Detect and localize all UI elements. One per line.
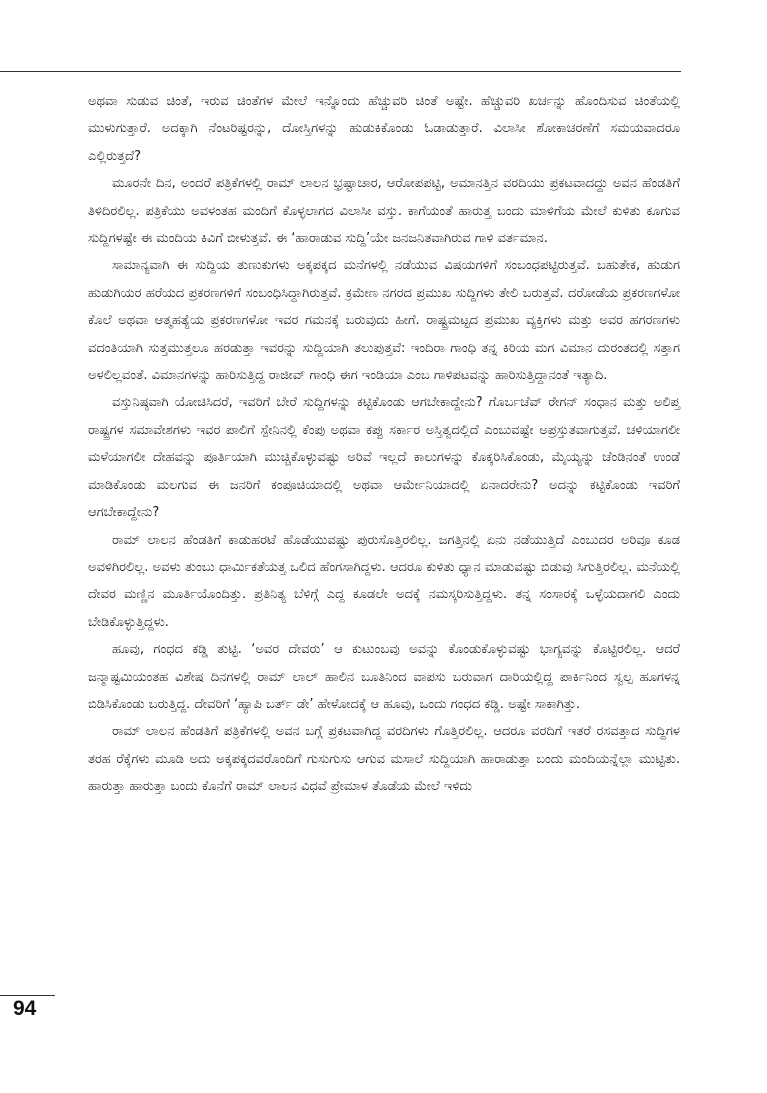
paragraph-7: ರಾಮ್ ಲಾಲನ ಹೆಂಡತಿಗೆ ಪತ್ರಿಕೆಗಳಲ್ಲಿ ಅವನ ಬಗ್ಗೆ ಪ್ರಕಟವಾಗಿದ್ದ ವರದಿಗಳು ಗೊತ್ತಿರಲಿಲ್ಲ. ಆದರೂ ವರದಿಗೆ ಇತರೆ ರಸವತ್ತಾದ ಸುದ್ದಿಗಳ ತರಹ ರೆಕ್ಕೆಗಳು ಮೂಡಿ ಅದು ಅಕ್ಕಪಕ್ಕದವರೊಂದಿಗೆ ಗುಸುಗುಸು ಆಗುವ ಮಸಾಲೆ ಸುದ್ದಿಯಾಗಿ ಹಾರಾಡುತ್ತಾ ಬಂದು ಮಂದಿಯನ್ನೆಲ್ಲಾ ಮುಟ್ಟಿತು. ಹಾರುತ್ತಾ ಹಾರುತ್ತಾ ಬಂದು ಕೊನೆಗೆ ರಾಮ್ ಲಾಲನ ವಿಧವೆ ಪ್ರೇಮಾಳ ತೊಡೆಯ ಮೇಲೆ ಇಳಿದು [88,724,680,795]
paragraph-5: ರಾಮ್ ಲಾಲನ ಹೆಂಡತಿಗೆ ಕಾಡುಹರಟೆ ಹೊಡೆಯುವಷ್ಟು ಪುರುಸೊತ್ತಿರಲಿಲ್ಲ. ಜಗತ್ತಿನಲ್ಲಿ ಏನು ನಡೆಯುತ್ತಿದೆ ಎಂಬುದರ ಅರಿವೂ ಕೂಡ ಅವಳಿಗಿರಲಿಲ್ಲ. ಅವಳು ತುಂಬು ಧಾರ್ಮಿಕತೆಯತ್ತ ಒಲಿದ ಹೆಂಗಸಾಗಿದ್ದಳು. ಆದರೂ ಕುಳಿತು ಧ್ಯಾನ ಮಾಡುವಷ್ಟು ಬಿಡುವು ಸಿಗುತ್ತಿರಲಿಲ್ಲ. ಮನೆಯಲ್ಲಿ ದೇವರ ಮಣ್ಣಿನ ಮೂರ್ತಿಯೊಂದಿತ್ತು. ಪ್ರತಿನಿತ್ಯ ಬೆಳಿಗ್ಗೆ ಎದ್ದ ಕೂಡಲೇ ಅದಕ್ಕೆ ನಮಸ್ಕರಿಸುತ್ತಿದ್ದಳು. ತನ್ನ ಸಂಸಾರಕ್ಕೆ ಒಳ್ಳೆಯದಾಗಲಿ ಎಂದು ಬೇಡಿಕೊಳ್ಳುತ್ತಿದ್ದಳು. [88,532,680,630]
paragraph-3: ಸಾಮಾನ್ಯವಾಗಿ ಈ ಸುದ್ದಿಯ ತುಣುಕುಗಳು ಅಕ್ಕಪಕ್ಕದ ಮನೆಗಳಲ್ಲಿ ನಡೆಯುವ ವಿಷಯಗಳಿಗೆ ಸಂಬಂಧಪಟ್ಟಿರುತ್ತವೆ. ಬಹುತೇಕ, ಹುಡುಗ ಹುಡುಗಿಯರ ಹರೆಯದ ಪ್ರಕರಣಗಳಿಗೆ ಸಂಬಂಧಿಸಿದ್ದಾಗಿರುತ್ತವೆ. ಕ್ರಮೇಣ ನಗರದ ಪ್ರಮುಖ ಸುದ್ದಿಗಳು ತೇಲಿ ಬರುತ್ತವೆ. ದರೋಡೆಯ ಪ್ರಕರಣಗಳೋ ಕೊಲೆ ಅಥವಾ ಆತ್ಮಹತ್ಯೆಯ ಪ್ರಕರಣಗಳೋ ಇವರ ಗಮನಕ್ಕೆ ಬರುವುದು ಹೀಗೆ. ರಾಷ್ಟ್ರಮಟ್ಟದ ಪ್ರಮುಖ ವ್ಯಕ್ತಿಗಳು ಮತ್ತು ಅವರ ಹಗರಣಗಳು ವದಂತಿಯಾಗಿ ಸುತ್ತಮುತ್ತಲೂ ಹರಡುತ್ತಾ ಇವರನ್ನು ಸುದ್ದಿಯಾಗಿ ತಲುಪುತ್ತವೆ: ಇಂದಿರಾ ಗಾಂಧಿ ತನ್ನ ಕಿರಿಯ ಮಗ ವಿಮಾನ ದುರಂತದಲ್ಲಿ ಸತ್ತಾಗ ಅಳಲಿಲ್ಲವಂತೆ. ವಿಮಾನಗಳನ್ನು ಹಾರಿಸುತ್ತಿದ್ದ ರಾಜೀವ್ ಗಾಂಧಿ ಈಗ ಇಂಡಿಯಾ ಎಂಬ ಗಾಳಿಪಟವನ್ನು ಹಾರಿಸುತ್ತಿದ್ದಾನಂತೆ ಇತ್ಯಾದಿ. [88,258,680,384]
footer-rule [0,995,55,996]
paragraph-1: ಅಥವಾ ಸುಡುವ ಚಿಂತೆ, ಇರುವ ಚಿಂತೆಗಳ ಮೇಲೆ ಇನ್ನೊಂದು ಹೆಚ್ಚುವರಿ ಚಿಂತೆ ಅಷ್ಟೇ. ಹೆಚ್ಚುವರಿ ಖರ್ಚನ್ನು ಹೊಂದಿಸುವ ಚಿಂತೆಯಲ್ಲಿ ಮುಳುಗುತ್ತಾರೆ. ಅದಕ್ಕಾಗಿ ನೆಂಟರಿಷ್ಟರನ್ನು, ದೋಸ್ತಿಗಳನ್ನು ಹುಡುಕಿಕೊಂಡು ಓಡಾಡುತ್ತಾರೆ. ವಿಲಾಸೀ ಶೋಕಾಚರಣೆಗೆ ಸಮಯವಾದರೂ ಎಲ್ಲಿರುತ್ತದೆ? [88,94,680,164]
paragraph-4: ವಸ್ತುನಿಷ್ಠವಾಗಿ ಯೋಚಿಸಿದರೆ, ಇವರಿಗೆ ಬೇರೆ ಸುದ್ದಿಗಳನ್ನು ಕಟ್ಟಿಕೊಂಡು ಆಗಬೇಕಾದ್ದೇನು? ಗೊರ್ಬಚೆವ್ ರೇಗನ್ ಸಂಧಾನ ಮತ್ತು ಅಲಿಪ್ತ ರಾಷ್ಟ್ರಗಳ ಸಮಾವೇಶಗಳು ಇವರ ಪಾಲಿಗೆ ಸ್ಪೇನಿನಲ್ಲಿ ಕೆಂಪು ಅಥವಾ ಕಪ್ಪು ಸರ್ಕಾರ ಅಸ್ತಿತ್ವದಲ್ಲಿದೆ ಎಂಬುವಷ್ಟೇ ಅಪ್ರಸ್ತುತವಾಗುತ್ತವೆ. ಚಳಿಯಾಗಲೀ ಮಳೆಯಾಗಲೀ ದೇಹವನ್ನು ಪೂರ್ತಿಯಾಗಿ ಮುಚ್ಚಿಕೊಳ್ಳುವಷ್ಟು ಅರಿವೆ ಇಲ್ಲದೆ ಕಾಲುಗಳನ್ನು ಕೊಕ್ಕರಿಸಿಕೊಂಡು, ಮೈಯ್ಯನ್ನು ಚೆಂಡಿನಂತೆ ಉಂಡೆ ಮಾಡಿಕೊಂಡು ಮಲಗುವ ಈ ಜನರಿಗೆ ಕಂಪೂಚಿಯಾದಲ್ಲಿ ಅಥವಾ ಆರ್ಮೇನಿಯಾದಲ್ಲಿ ಏನಾದರೇನು? ಅದನ್ನು ಕಟ್ಟಿಕೊಂಡು ಇವರಿಗೆ ಆಗಬೇಕಾದ್ದೇನು? [88,395,680,521]
body-text [88,88,680,801]
paragraph-6: ಹೂವು, ಗಂಧದ ಕಡ್ಡಿ ತುಟ್ಟಿ. ‘ಅವರ ದೇವರು’ ಆ ಕುಟುಂಬವು ಅವನ್ನು ಕೊಂಡುಕೊಳ್ಳುವಷ್ಟು ಭಾಗ್ಯವನ್ನು ಕೊಟ್ಟಿರಲಿಲ್ಲ. ಆದರೆ ಜನ್ಮಾಷ್ಟಮಿಯಂತಹ ವಿಶೇಷ ದಿನಗಳಲ್ಲಿ ರಾಮ್ ಲಾಲ್ ಹಾಲಿನ ಬೂತಿನಿಂದ ವಾಪಸು ಬರುವಾಗ ದಾರಿಯಲ್ಲಿದ್ದ ಪಾರ್ಕಿನಿಂದ ಸ್ವಲ್ಪ ಹೂಗಳನ್ನ ಬಿಡಿಸಿಕೊಂಡು ಬರುತ್ತಿದ್ದ. ದೇವರಿಗೆ ‘ಹ್ಯಾಪಿ ಬರ್ತ್ ಡೇ’ ಹೇಳೋದಕ್ಕೆ ಆ ಹೂವು, ಒಂದು ಗಂಧದ ಕಡ್ಡಿ. ಅಷ್ಟೇ ಸಾಕಾಗಿತ್ತು. [88,642,680,712]
header-rule [0,71,681,72]
page-number: 94 [13,997,37,1020]
paragraph-2: ಮೂರನೇ ದಿನ, ಅಂದರೆ ಪತ್ರಿಕೆಗಳಲ್ಲಿ ರಾಮ್ ಲಾಲನ ಭ್ರಷ್ಟಾಚಾರ, ಆರೋಪಪಟ್ಟಿ, ಅಮಾನತ್ತಿನ ವರದಿಯು ಪ್ರಕಟವಾದದ್ದು ಅವನ ಹೆಂಡತಿಗೆ ತಿಳಿದಿರಲಿಲ್ಲ. ಪತ್ರಿಕೆಯು ಅವಳಂತಹ ಮಂದಿಗೆ ಕೊಳ್ಳಲಾಗದ ವಿಲಾಸೀ ವಸ್ತು. ಕಾಗೆಯಂತೆ ಹಾರುತ್ತ ಬಂದು ಮಾಳಿಗೆಯ ಮೇಲೆ ಕುಳಿತು ಕೂಗುವ ಸುದ್ದಿಗಳಷ್ಟೇ ಈ ಮಂದಿಯ ಕಿವಿಗೆ ಬೀಳುತ್ತವೆ. ಈ ‘ಹಾರಾಡುವ ಸುದ್ದಿ’ಯೇ ಜನಜನಿತವಾಗಿರುವ ಗಾಳಿ ವರ್ತಮಾನ. [88,176,680,247]
